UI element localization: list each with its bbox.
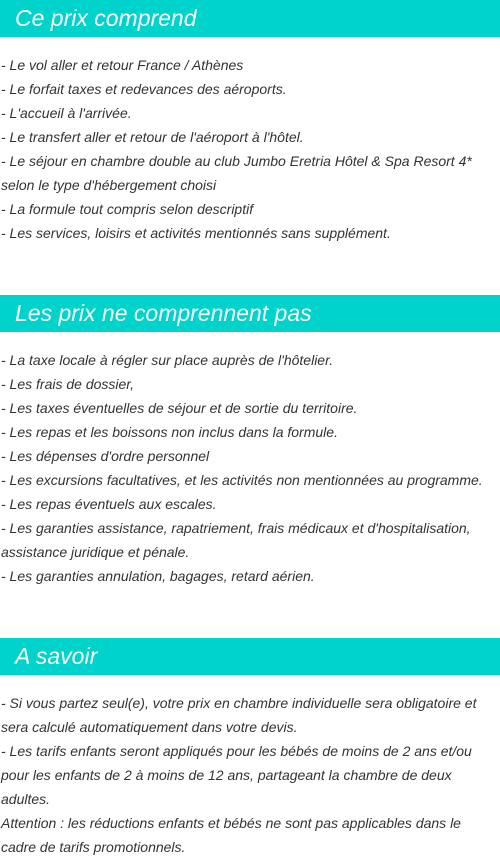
- list-item: - Le séjour en chambre double au club Jumbo Eretria Hôtel & Spa Resort 4* selon le type d'hébergement choisi: [1, 153, 472, 193]
- list-item: - Les garanties annulation, bagages, retard aérien.: [1, 568, 315, 584]
- list-item: Attention : les réductions enfants et bébés ne sont pas applicables dans le cadre de tarifs promotionnels.: [1, 815, 461, 855]
- list-item: - Si vous partez seul(e), votre prix en chambre individuelle sera obligatoire et sera calculé automatiquement dans votre devis.: [1, 695, 477, 735]
- list-item: - Les tarifs enfants seront appliqués pour les bébés de moins de 2 ans et/ou pour les enfants de 2 à moins de 12 ans, partageant la chambre de deux adultes.: [1, 743, 472, 807]
- list-item: - Les dépenses d'ordre personnel: [1, 448, 210, 464]
- included-list: [1, 53, 499, 245]
- not-included-list: [1, 348, 499, 588]
- list-item: - Les excursions facultatives, et les activités non mentionnées au programme.: [1, 472, 483, 488]
- section-title-included: Ce prix comprend: [0, 0, 500, 37]
- good-to-know-list: [1, 691, 499, 859]
- section-title-good-to-know: A savoir: [0, 638, 500, 675]
- list-item: - Le transfert aller et retour de l'aéroport à l'hôtel.: [1, 129, 304, 145]
- list-item: - Les frais de dossier,: [1, 376, 135, 392]
- list-item: - L'accueil à l'arrivée.: [1, 105, 132, 121]
- list-item: - Le vol aller et retour France / Athènes: [1, 57, 244, 73]
- list-item: - Le forfait taxes et redevances des aéroports.: [1, 81, 287, 97]
- list-item: - La taxe locale à régler sur place auprès de l'hôtelier.: [1, 352, 334, 368]
- list-item: - Les taxes éventuelles de séjour et de sortie du territoire.: [1, 400, 358, 416]
- section-title-not-included: Les prix ne comprennent pas: [0, 295, 500, 332]
- list-item: - Les repas et les boissons non inclus dans la formule.: [1, 424, 338, 440]
- list-item: - Les services, loisirs et activités mentionnés sans supplément.: [1, 225, 391, 241]
- list-item: - Les repas éventuels aux escales.: [1, 496, 217, 512]
- list-item: - La formule tout compris selon descriptif: [1, 201, 254, 217]
- list-item: - Les garanties assistance, rapatriement, frais médicaux et d'hospitalisation, assistance juridique et pénale.: [1, 520, 471, 560]
